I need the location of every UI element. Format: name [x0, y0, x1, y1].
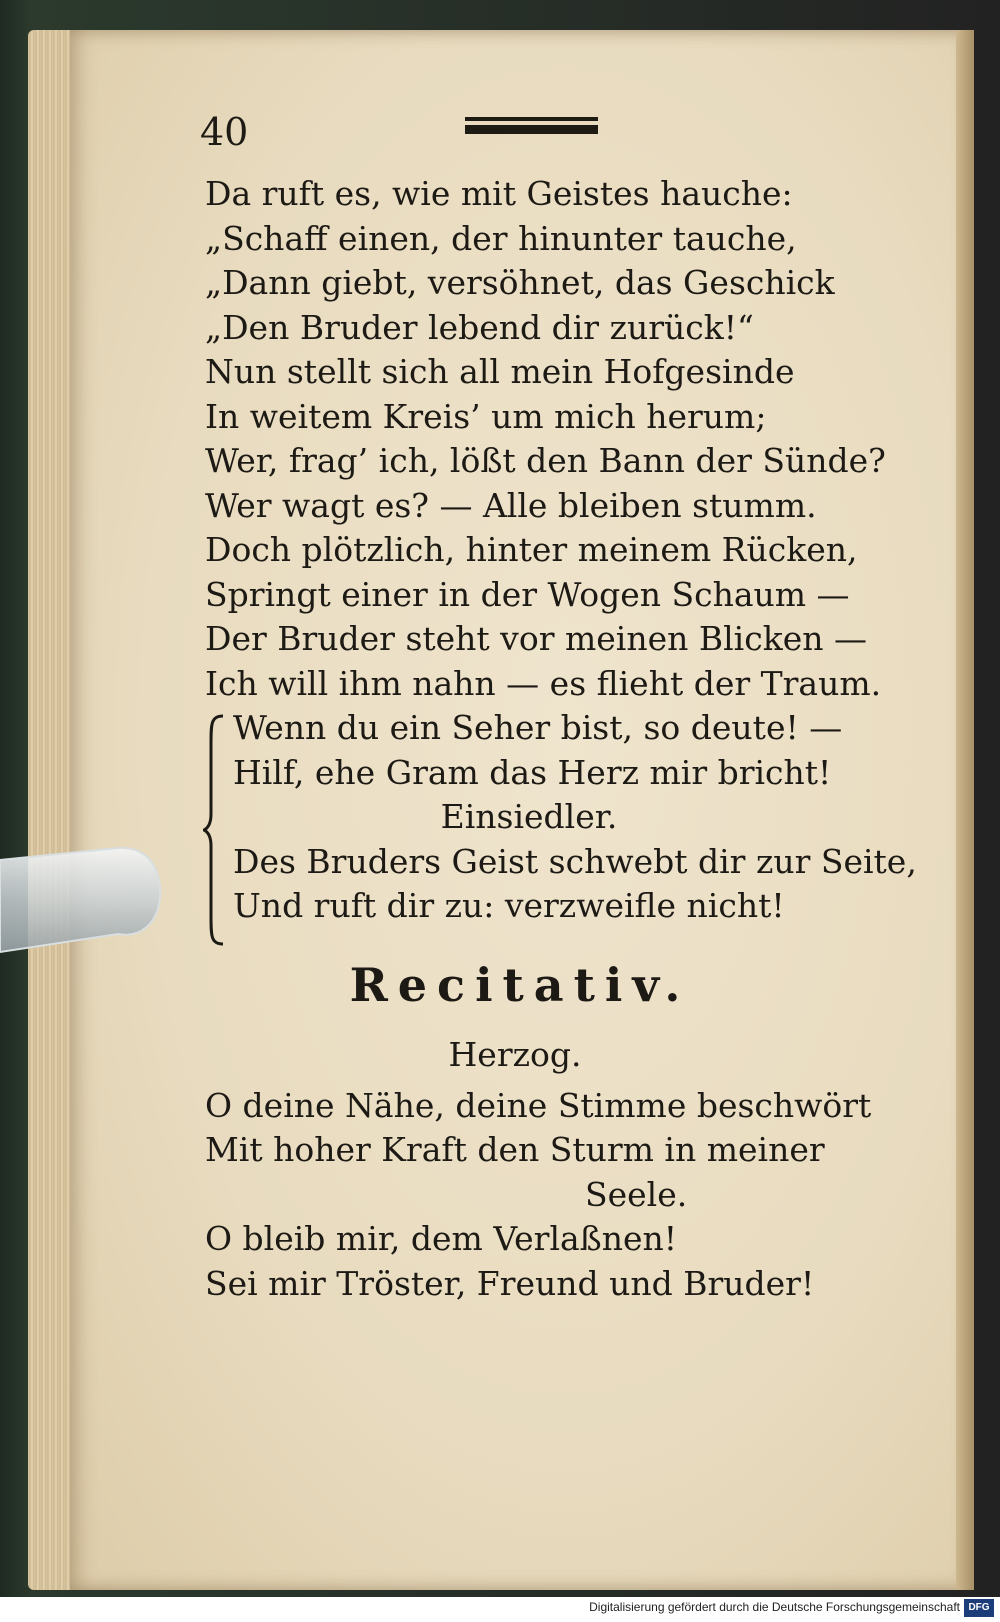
text-line: Sei mir Tröster, Freund und Bruder! — [205, 1263, 815, 1303]
text-line: Ich will ihm nahn — es flieht der Traum. — [205, 663, 882, 703]
text-line: Seele. — [585, 1174, 688, 1214]
text-line: Mit hoher Kraft den Sturm in meiner — [205, 1130, 825, 1169]
page-clip-icon — [0, 842, 165, 960]
text-line: „Schaff einen, der hinunter tauche, — [205, 218, 797, 258]
text-line: Hilf, ehe Gram das Herz mir bricht! — [233, 752, 832, 792]
text-line: Wer, frag’ ich, lößt den Bann der Sünde? — [205, 441, 886, 480]
text-line: Des Bruders Geist schwebt dir zur Seite, — [233, 841, 917, 881]
header-rule — [465, 117, 598, 137]
footer-credit: Digitalisierung gefördert durch die Deutsche Forschungsgemeinschaft — [589, 1600, 960, 1614]
text-line: Der Bruder steht vor meinen Blicken — — [205, 619, 867, 658]
header-rule-thin — [465, 117, 598, 121]
poem-text — [205, 172, 917, 1306]
page-number: 40 — [200, 110, 249, 154]
text-line: Da ruft es, wie mit Geistes hauche: — [205, 174, 793, 213]
text-line: In weitem Kreis’ um mich herum; — [205, 396, 767, 436]
text-line: „Den Bruder lebend dir zurück!“ — [205, 307, 754, 347]
speaker-label: Einsiedler. — [440, 797, 618, 836]
section-title: Recitativ. — [349, 957, 691, 1012]
text-line: O deine Nähe, deine Stimme beschwört — [205, 1085, 872, 1125]
header-rule-thick — [465, 125, 598, 134]
text-line: Wenn du ein Seher bist, so deute! — — [233, 708, 843, 747]
page-right-edge — [956, 30, 974, 1590]
speaker-label: Herzog. — [448, 1035, 582, 1074]
text-line: „Dann giebt, versöhnet, das Geschick — [205, 263, 835, 302]
text-line: Und ruft dir zu: verzweifle nicht! — [233, 886, 785, 925]
dfg-logo-icon: DFG — [964, 1599, 994, 1617]
footer-bar — [0, 1597, 1000, 1622]
text-line: Doch plötzlich, hinter meinem Rücken, — [205, 530, 858, 569]
text-line: Springt einer in der Wogen Schaum — — [205, 574, 850, 614]
text-line: Wer wagt es? — Alle bleiben stumm. — [205, 485, 817, 525]
text-line: Nun stellt sich all mein Hofgesinde — [205, 352, 795, 391]
curly-brace-icon — [203, 714, 225, 946]
text-line: O bleib mir, dem Verlaßnen! — [205, 1219, 678, 1258]
dialogue-brace-block — [205, 706, 917, 929]
